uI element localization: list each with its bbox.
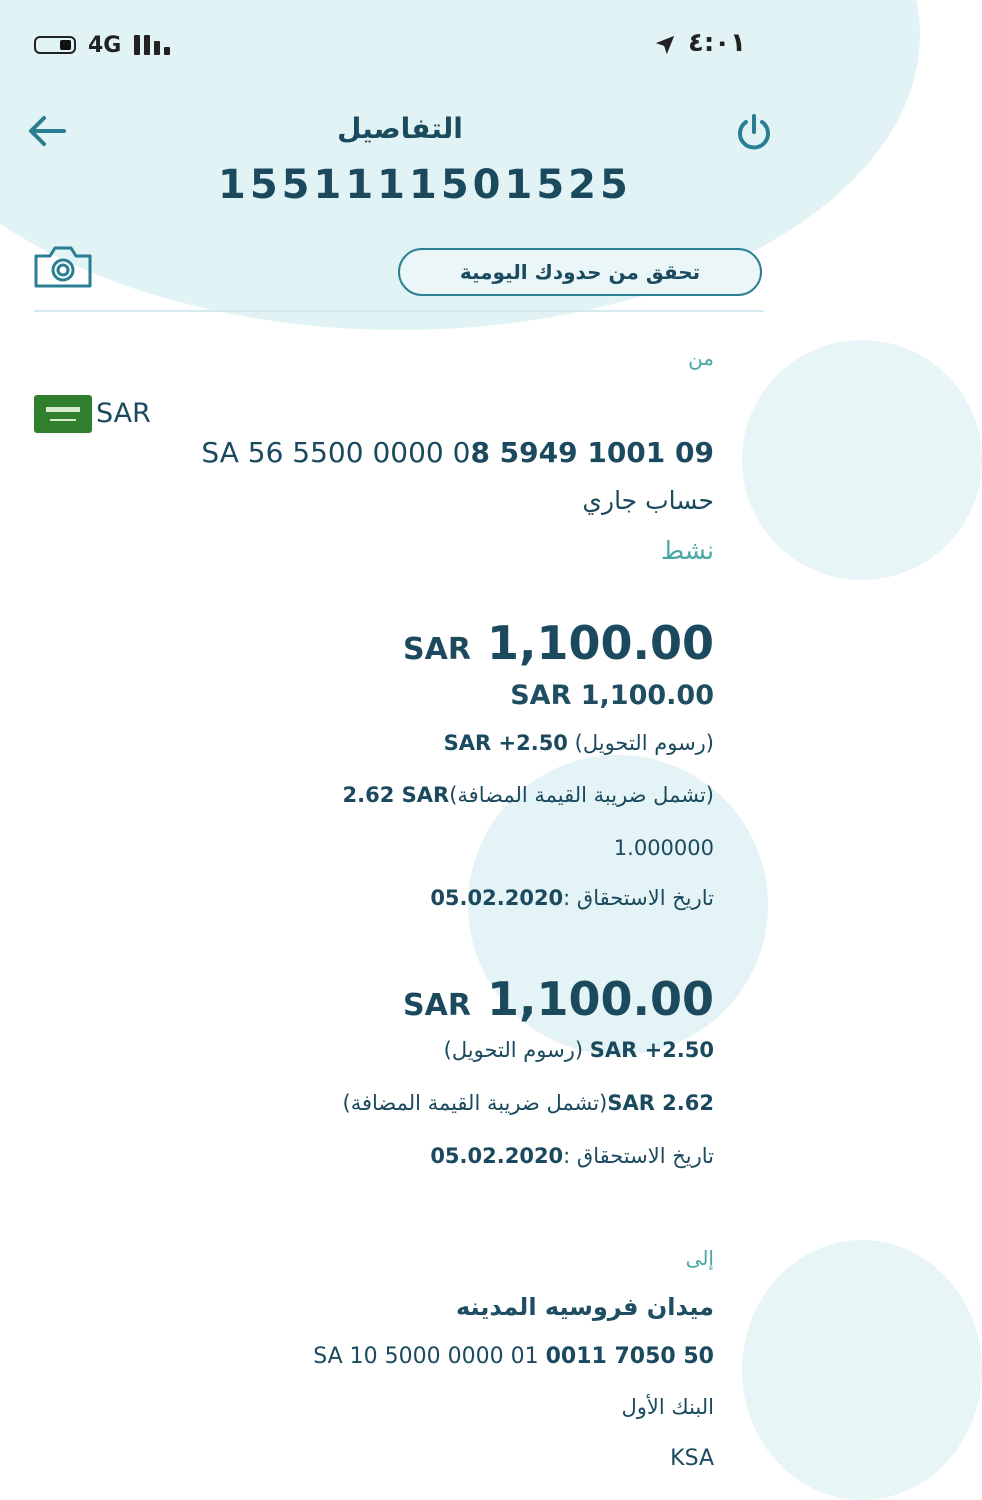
debit-amount-value: 1,100.00 <box>487 616 714 670</box>
due-date: 05.02.2020 <box>430 886 564 910</box>
saudi-flag-icon <box>34 395 92 433</box>
vat-label: (تشمل ضريبة القيمة المضافة) <box>449 783 714 807</box>
to-iban <box>313 1344 714 1369</box>
from-iban <box>201 436 714 469</box>
network-type: 4G <box>88 33 122 58</box>
vat-label: (تشمل ضريبة القيمة المضافة) <box>342 1091 608 1115</box>
vat-value: SAR 2.62 <box>607 1091 714 1115</box>
status-time: ٤:٠١ <box>687 28 746 58</box>
due-date-line-2 <box>430 1144 714 1168</box>
from-label: من <box>688 346 714 370</box>
fee-value: SAR +2.50 <box>589 1038 714 1062</box>
total-amount <box>403 972 714 1026</box>
due-label: تاريخ الاستحقاق : <box>563 1144 714 1168</box>
fee-label: (رسوم التحويل) <box>574 731 714 755</box>
total-amount-currency: SAR <box>403 988 471 1023</box>
page-title: التفاصيل <box>337 112 463 145</box>
bank-name: البنك الأول <box>621 1395 714 1419</box>
beneficiary-name: ميدان فروسيه المدينه <box>455 1293 714 1321</box>
due-date: 05.02.2020 <box>430 1144 564 1168</box>
to-iban-regular: SA 10 5000 0000 01 <box>313 1344 546 1369</box>
vat-line-1 <box>343 783 714 807</box>
due-label: تاريخ الاستحقاق : <box>563 886 714 910</box>
due-date-line-1 <box>430 886 714 910</box>
from-iban-bold: 8 5949 1001 09 <box>470 436 714 469</box>
converted-amount: SAR 1,100.00 <box>510 680 714 711</box>
debit-amount <box>403 616 714 670</box>
total-amount-value: 1,100.00 <box>487 972 714 1026</box>
fee-value: SAR +2.50 <box>443 731 568 755</box>
to-iban-bold: 0011 7050 50 <box>545 1344 714 1369</box>
check-daily-limits-button[interactable]: تحقق من حدودك اليومية <box>398 248 762 296</box>
account-status: نشط <box>661 536 714 565</box>
country: KSA <box>670 1446 714 1471</box>
transfer-fee-line-1 <box>444 731 714 755</box>
debit-amount-currency: SAR <box>403 632 471 667</box>
exchange-rate: 1.000000 <box>613 836 714 860</box>
vat-value: 2.62 SAR <box>342 783 450 807</box>
to-label: إلى <box>685 1246 714 1270</box>
from-currency: SAR <box>96 398 151 429</box>
fee-label: (رسوم التحويل) <box>443 1038 584 1062</box>
partially-hidden-number: 1551111501525 <box>218 162 632 208</box>
transfer-fee-line-2 <box>444 1038 714 1062</box>
vat-line-2 <box>343 1091 714 1115</box>
from-iban-regular: SA 56 5500 0000 0 <box>201 436 471 469</box>
account-type: حساب جاري <box>582 486 714 515</box>
